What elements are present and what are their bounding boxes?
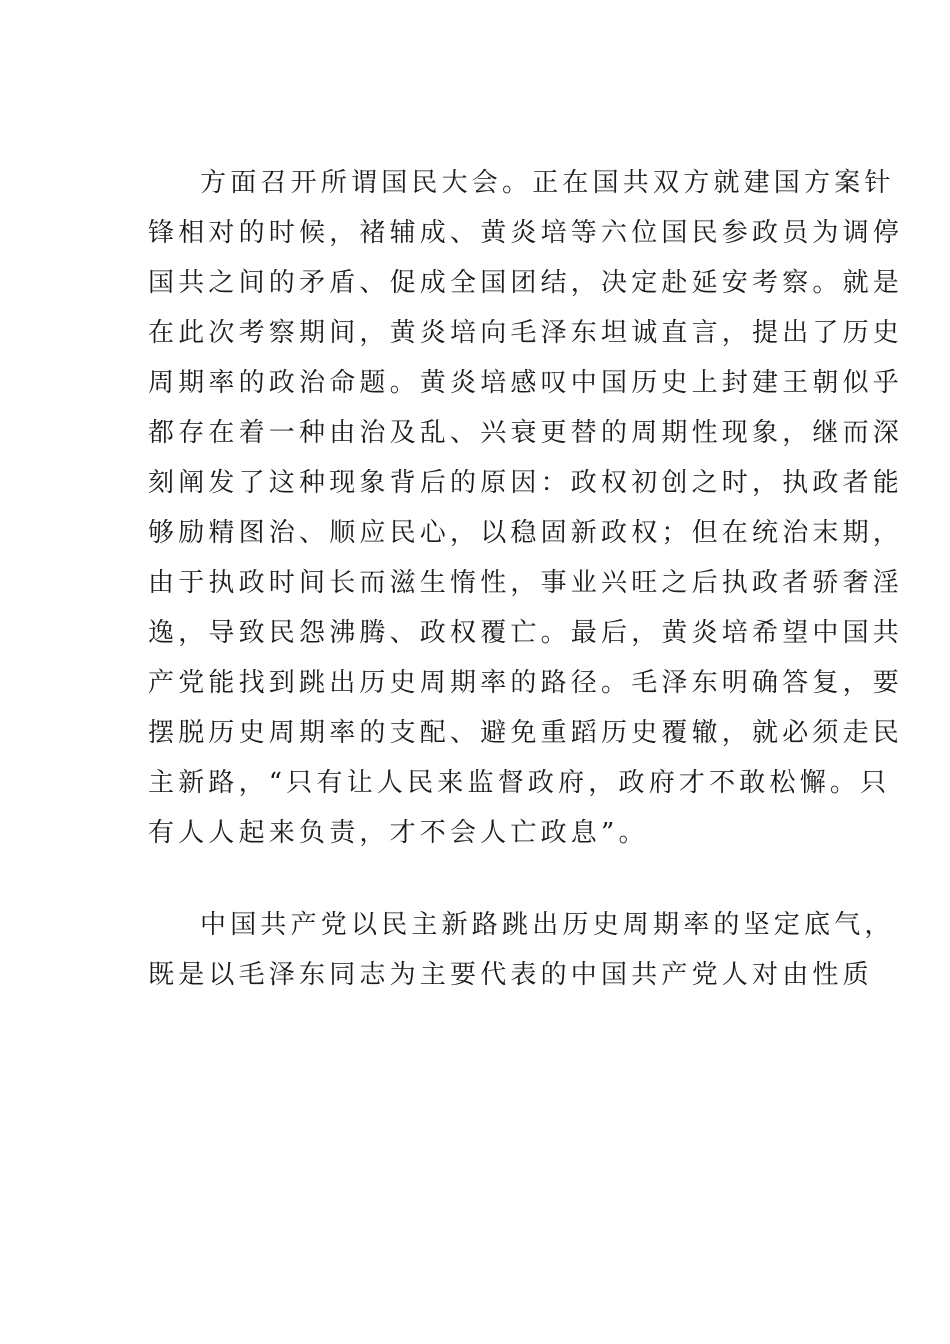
text-line: 够励精图治、顺应民心，以稳固新政权；但在统治末期， — [148, 518, 904, 548]
text-line: 锋相对的时候，褚辅成、黄炎培等六位国民参政员为调停 — [148, 218, 904, 248]
text-line: 由于执政时间长而滋生惰性，事业兴旺之后执政者骄奢淫 — [148, 568, 904, 598]
text-line: 周期率的政治命题。黄炎培感叹中国历史上封建王朝似乎 — [148, 368, 904, 398]
text-line: 国共之间的矛盾、促成全国团结，决定赴延安考察。就是 — [148, 268, 904, 298]
text-line: 有人人起来负责，才不会人亡政息”。 — [148, 818, 649, 848]
text-line: 中国共产党以民主新路跳出历史周期率的坚定底气， — [200, 910, 895, 940]
text-line: 在此次考察期间，黄炎培向毛泽东坦诚直言，提出了历史 — [148, 318, 904, 348]
text-line: 摆脱历史周期率的支配、避免重蹈历史覆辙，就必须走民 — [148, 718, 904, 748]
text-line: 产党能找到跳出历史周期率的路径。毛泽东明确答复，要 — [148, 668, 904, 698]
text-line: 都存在着一种由治及乱、兴衰更替的周期性现象，继而深 — [148, 418, 904, 448]
text-line: 逸，导致民怨沸腾、政权覆亡。最后，黄炎培希望中国共 — [148, 618, 904, 648]
text-line: 既是以毛泽东同志为主要代表的中国共产党人对由性质 — [148, 960, 873, 990]
text-line: 方面召开所谓国民大会。正在国共双方就建国方案针 — [200, 168, 895, 198]
text-line: 刻阐发了这种现象背后的原因：政权初创之时，执政者能 — [148, 468, 904, 498]
text-line: 主新路，“只有让人民来监督政府，政府才不敢松懈。只 — [148, 768, 891, 798]
